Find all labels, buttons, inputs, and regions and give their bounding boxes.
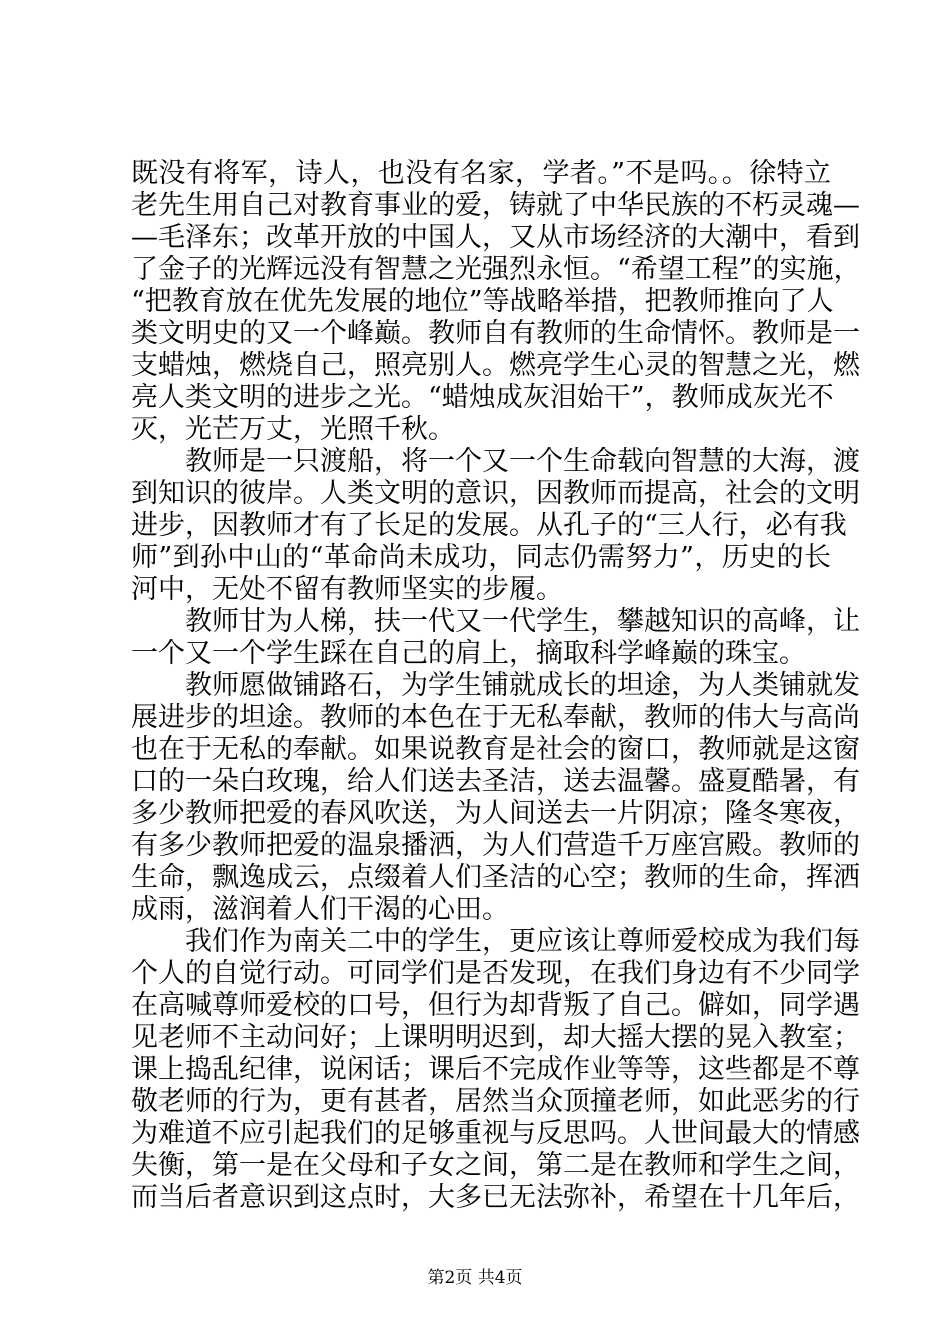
text-line: 为难道不应引起我们的足够重视与反思吗。人世间最大的情感 <box>131 1118 860 1149</box>
text-line: 敬老师的行为，更有甚者，居然当众顶撞老师，如此恶劣的行 <box>131 1086 860 1117</box>
text-line: 河中，无处不留有教师坚实的步履。 <box>131 574 563 605</box>
text-line: 多少教师把爱的春风吹送，为人间送去一片阴凉；隆冬寒夜， <box>131 798 860 829</box>
text-line: 有多少教师把爱的温泉播洒，为人们营造千万座宫殿。教师的 <box>131 830 860 861</box>
text-line: 教师是一只渡船，将一个又一个生命载向智慧的大海，渡 <box>131 446 860 477</box>
text-line: 灭，光芒万丈，光照千秋。 <box>131 414 455 445</box>
text-line: 进步，因教师才有了长足的发展。从孔子的“三人行，必有我 <box>131 510 847 541</box>
text-line: —毛泽东；改革开放的中国人，又从市场经济的大潮中，看到 <box>131 222 860 253</box>
text-line: 教师愿做铺路石，为学生铺就成长的坦途，为人类铺就发 <box>131 670 860 701</box>
document-body <box>131 158 861 1214</box>
text-line: 失衡，第一是在父母和子女之间，第二是在教师和学生之间， <box>131 1150 860 1181</box>
text-line: 见老师不主动问好；上课明明迟到，却大摇大摆的晃入教室； <box>131 1022 860 1053</box>
text-line: 了金子的光辉远没有智慧之光强烈永恒。“希望工程”的实施， <box>131 254 861 285</box>
text-line: 也在于无私的奉献。如果说教育是社会的窗口，教师就是这窗 <box>131 734 860 765</box>
page-number-footer: 第2页 共4页 <box>427 1268 523 1288</box>
text-line: 展进步的坦途。教师的本色在于无私奉献，教师的伟大与高尚 <box>131 702 860 733</box>
text-line: 在高喊尊师爱校的口号，但行为却背叛了自己。僻如，同学遇 <box>131 990 860 1021</box>
text-line: 类文明史的又一个峰巅。教师自有教师的生命情怀。教师是一 <box>131 318 860 349</box>
text-line: 老先生用自己对教育事业的爱，铸就了中华民族的不朽灵魂— <box>131 190 860 221</box>
text-line: 而当后者意识到这点时，大多已无法弥补，希望在十几年后， <box>131 1182 860 1213</box>
text-line: 一个又一个学生踩在自己的肩上，摘取科学峰巅的珠宝。 <box>131 638 806 669</box>
text-line: 师”到孙中山的“革命尚未成功，同志仍需努力”，历史的长 <box>131 542 831 573</box>
text-line: 到知识的彼岸。人类文明的意识，因教师而提高，社会的文明 <box>131 478 860 509</box>
text-line: 教师甘为人梯，扶一代又一代学生，攀越知识的高峰，让 <box>131 606 860 637</box>
text-line: “把教育放在优先发展的地位”等战略举措，把教师推向了人 <box>131 286 834 317</box>
text-line: 课上捣乱纪律，说闲话；课后不完成作业等等，这些都是不尊 <box>131 1054 860 1085</box>
text-line: 亮人类文明的进步之光。“蜡烛成灰泪始干”，教师成灰光不 <box>131 382 834 413</box>
text-line: 生命，飘逸成云，点缀着人们圣洁的心空；教师的生命，挥洒 <box>131 862 860 893</box>
text-line: 我们作为南关二中的学生，更应该让尊师爱校成为我们每 <box>131 926 860 957</box>
text-line: 口的一朵白玫瑰，给人们送去圣洁，送去温馨。盛夏酷暑，有 <box>131 766 860 797</box>
text-line: 成雨，滋润着人们干渴的心田。 <box>131 894 509 925</box>
text-line: 支蜡烛，燃烧自己，照亮别人。燃亮学生心灵的智慧之光，燃 <box>131 350 860 381</box>
text-line: 个人的自觉行动。可同学们是否发现，在我们身边有不少同学 <box>131 958 860 989</box>
text-line: 既没有将军，诗人，也没有名家，学者。”不是吗。。徐特立 <box>131 158 831 189</box>
